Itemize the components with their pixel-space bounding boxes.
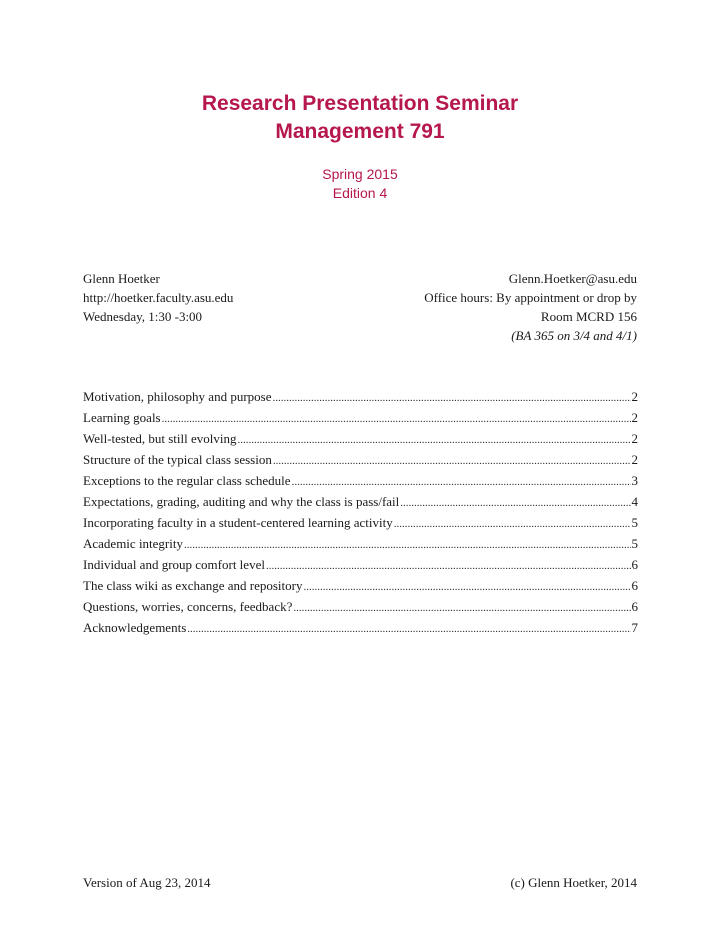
toc-entry-page: 2 — [631, 389, 638, 404]
title-line-2: Management 791 — [275, 120, 445, 143]
toc-leader — [303, 578, 630, 597]
document-title — [0, 90, 720, 146]
toc-leader — [162, 410, 631, 429]
title-line-1: Research Presentation Seminar — [201, 92, 519, 115]
toc-entry-title: Structure of the typical class session — [83, 452, 272, 467]
instructor-email[interactable]: Glenn.Hoetker@asu.edu — [508, 271, 637, 286]
toc-leader — [292, 473, 631, 492]
instructor-info-left — [83, 269, 233, 326]
instructor-name: Glenn Hoetker — [83, 271, 160, 286]
office-hours: Office hours: By appointment or drop by — [424, 290, 637, 305]
toc-entry-page: 6 — [631, 599, 638, 614]
toc-entry-title: Academic integrity — [83, 536, 183, 551]
toc-entry-title: Acknowledgements — [83, 620, 187, 635]
toc-leader — [273, 452, 631, 471]
instructor-website[interactable]: http://hoetker.faculty.asu.edu — [83, 290, 234, 305]
copyright-footer: (c) Glenn Hoetker, 2014 — [510, 875, 637, 890]
edition-label: Edition 4 — [332, 185, 388, 201]
room-note: (BA 365 on 3/4 and 4/1) — [511, 328, 637, 343]
toc-leader — [273, 389, 631, 408]
toc-entry-page: 2 — [631, 410, 638, 425]
version-footer: Version of Aug 23, 2014 — [83, 875, 211, 890]
toc-entry-page: 5 — [631, 536, 638, 551]
toc-entry[interactable] — [83, 471, 638, 492]
toc-entry-title: Expectations, grading, auditing and why the class is pass/fail — [83, 494, 400, 509]
toc-leader — [187, 620, 630, 639]
toc-entry[interactable] — [83, 387, 638, 408]
toc-entry[interactable] — [83, 492, 638, 513]
toc-entry-page: 7 — [631, 620, 638, 635]
toc-entry-page: 6 — [631, 557, 638, 572]
toc-entry[interactable] — [83, 429, 638, 450]
toc-entry[interactable] — [83, 513, 638, 534]
toc-entry-title: Motivation, philosophy and purpose — [83, 389, 272, 404]
toc-entry-title: Incorporating faculty in a student-centered learning activity — [83, 515, 393, 530]
toc-entry[interactable] — [83, 450, 638, 471]
toc-entry-page: 2 — [631, 431, 638, 446]
toc-entry[interactable] — [83, 408, 638, 429]
toc-entry-page: 4 — [631, 494, 638, 509]
toc-entry-title: Questions, worries, concerns, feedback? — [83, 599, 293, 614]
toc-entry-title: The class wiki as exchange and repository — [83, 578, 303, 593]
toc-entry-page: 3 — [631, 473, 638, 488]
toc-entry[interactable] — [83, 555, 638, 576]
table-of-contents — [83, 387, 638, 639]
toc-leader — [400, 494, 630, 513]
toc-leader — [394, 515, 631, 534]
office-room: Room MCRD 156 — [540, 309, 637, 324]
toc-leader — [184, 536, 631, 555]
class-time: Wednesday, 1:30 -3:00 — [83, 309, 203, 324]
toc-leader — [266, 557, 631, 576]
toc-entry[interactable] — [83, 597, 638, 618]
toc-entry-page: 5 — [631, 515, 638, 530]
toc-entry-title: Learning goals — [83, 410, 161, 425]
toc-entry-title: Exceptions to the regular class schedule — [83, 473, 291, 488]
document-subtitle — [0, 165, 720, 203]
toc-entry-page: 2 — [631, 452, 638, 467]
toc-entry-title: Individual and group comfort level — [83, 557, 265, 572]
toc-entry-title: Well-tested, but still evolving — [83, 431, 237, 446]
toc-entry[interactable] — [83, 618, 638, 639]
toc-entry[interactable] — [83, 534, 638, 555]
instructor-info-right — [424, 269, 637, 345]
toc-entry[interactable] — [83, 576, 638, 597]
term-label: Spring 2015 — [322, 166, 398, 182]
toc-leader — [238, 431, 631, 450]
toc-entry-page: 6 — [631, 578, 638, 593]
toc-leader — [293, 599, 630, 618]
